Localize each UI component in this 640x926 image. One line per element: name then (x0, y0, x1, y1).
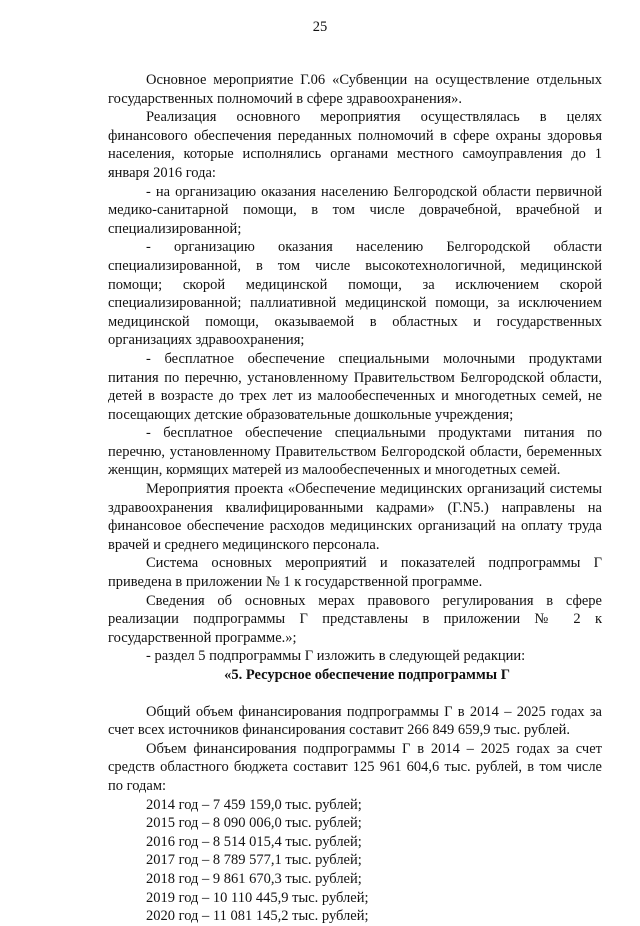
paragraph-main-event-g06: Основное мероприятие Г.06 «Субвенции на осуществление отдельных государственных полномочий в сфере здравоохранения». (108, 72, 602, 107)
paragraph-appendix-2: Сведения об основных мерах правового регулирования в сфере реализации подпрограммы Г представлены в приложении № 2 к государственной программе.»; (108, 592, 602, 646)
paragraph-total-funding: Общий объем финансирования подпрограммы Г в 2014 – 2025 годах за счет всех источников финансирования составит 266 849 659,9 тыс. рублей. (108, 703, 602, 739)
list-item-year-2015: 2015 год – 8 090 006,0 тыс. рублей; (146, 815, 362, 832)
paragraph-dairy-products: - бесплатное обеспечение специальными молочными продуктами питания по перечню, установленному Правительством Белгородской области, детей в возрасте до трех лет из малообеспеченных и многодетных семей, не посещающих детские образовательные дошкольные учреждения; (108, 350, 602, 423)
list-item-year-2020: 2020 год – 11 081 145,2 тыс. рублей; (146, 908, 369, 925)
paragraph-specialized-care: - организацию оказания населению Белгородской области специализированной, в том числе высокотехнологичной, медицинской помощи; скорой медицинской помощи, за исключением скорой специализированной; паллиативной медицинской помощи, за исключением медицинской помощи, оказываемой в областных и государственных организациях здравоохранения; (108, 239, 602, 349)
paragraph-implementation: Реализация основного мероприятия осуществлялась в целях финансового обеспечения переданных полномочий в сфере охраны здоровья населения, которые исполнялись органами местного самоуправления до 1 января 2016 года: (108, 109, 602, 181)
page-number: 25 (312, 19, 328, 35)
section-heading: «5. Ресурсное обеспечение подпрограммы Г (224, 667, 510, 683)
list-item-year-2017: 2017 год – 8 789 577,1 тыс. рублей; (146, 852, 362, 869)
document-body (108, 71, 602, 926)
heading-spacer (108, 685, 602, 703)
list-item-year-2014: 2014 год – 7 459 159,0 тыс. рублей; (146, 796, 362, 813)
paragraph-appendix-1: Система основных мероприятий и показателей подпрограммы Г приведена в приложении № 1 к государственной программе. (108, 555, 602, 591)
paragraph-project-n5: Мероприятия проекта «Обеспечение медицинских организаций системы здравоохранения квалифицированными кадрами» (Г.N5.) направлены на финансовое обеспечение расходов медицинских организаций на оплату труда врачей и среднего медицинского персонала. (108, 481, 602, 553)
funding-by-year-list (108, 796, 602, 926)
paragraph-section-5-intro: - раздел 5 подпрограммы Г изложить в следующей редакции: (146, 648, 526, 665)
paragraph-regional-budget: Объем финансирования подпрограммы Г в 2014 – 2025 годах за счет средств областного бюджета составит 125 961 604,6 тыс. рублей, в том числе по годам: (108, 740, 602, 794)
list-item-year-2016: 2016 год – 8 514 015,4 тыс. рублей; (146, 833, 362, 850)
list-item-year-2019: 2019 год – 10 110 445,9 тыс. рублей; (146, 889, 369, 906)
paragraph-primary-care: - на организацию оказания населению Белгородской области первичной медико-санитарной помощи, в том числе доврачебной, врачебной и специализированной; (108, 183, 602, 237)
paragraph-food-products: - бесплатное обеспечение специальными продуктами питания по перечню, установленному Правительством Белгородской области, беременных женщин, кормящих матерей из малообеспеченных и многодетных семей. (108, 425, 602, 479)
list-item-year-2018: 2018 год – 9 861 670,3 тыс. рублей; (146, 870, 362, 887)
